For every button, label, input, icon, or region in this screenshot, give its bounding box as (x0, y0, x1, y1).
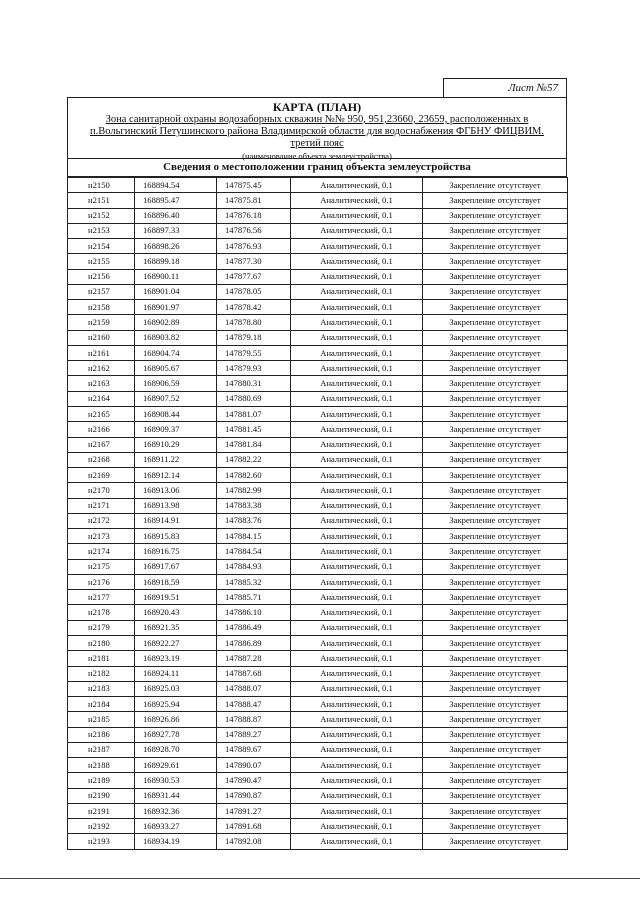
fixation-cell: Закрепление отсутствует (423, 284, 568, 299)
coord-x-cell: 168904.74 (135, 345, 217, 360)
table-row (68, 315, 568, 330)
table-row (68, 605, 568, 620)
coord-x-cell: 168896.40 (135, 208, 217, 223)
point-number-cell: н2192 (68, 819, 135, 834)
coord-x-cell: 168906.59 (135, 376, 217, 391)
point-number-cell: н2188 (68, 758, 135, 773)
coord-y-cell: 147889.27 (217, 727, 291, 742)
table-row (68, 758, 568, 773)
fixation-cell: Закрепление отсутствует (423, 437, 568, 452)
table-row (68, 483, 568, 498)
table-row (68, 635, 568, 650)
fixation-cell: Закрепление отсутствует (423, 635, 568, 650)
method-cell: Аналитический, 0.1 (291, 605, 423, 620)
coord-x-cell: 168897.33 (135, 223, 217, 238)
point-number-cell: н2150 (68, 178, 135, 193)
point-number-cell: н2172 (68, 513, 135, 528)
fixation-cell: Закрепление отсутствует (423, 300, 568, 315)
table-row (68, 254, 568, 269)
point-number-cell: н2185 (68, 712, 135, 727)
object-caption: (наименование объекта землеустройства) (242, 151, 392, 161)
method-cell: Аналитический, 0.1 (291, 681, 423, 696)
coord-y-cell: 147884.15 (217, 529, 291, 544)
coord-x-cell: 168923.19 (135, 651, 217, 666)
point-number-cell: н2153 (68, 223, 135, 238)
fixation-cell: Закрепление отсутствует (423, 269, 568, 284)
table-row (68, 590, 568, 605)
method-cell: Аналитический, 0.1 (291, 315, 423, 330)
fixation-cell: Закрепление отсутствует (423, 330, 568, 345)
coord-x-cell: 168894.54 (135, 178, 217, 193)
coord-x-cell: 168898.26 (135, 239, 217, 254)
point-number-cell: н2155 (68, 254, 135, 269)
method-cell: Аналитический, 0.1 (291, 788, 423, 803)
table-row (68, 223, 568, 238)
table-row (68, 178, 568, 193)
coord-y-cell: 147884.54 (217, 544, 291, 559)
method-cell: Аналитический, 0.1 (291, 254, 423, 269)
method-cell: Аналитический, 0.1 (291, 498, 423, 513)
table-row (68, 513, 568, 528)
coord-y-cell: 147884.93 (217, 559, 291, 574)
point-number-cell: н2193 (68, 834, 135, 849)
coord-x-cell: 168919.51 (135, 590, 217, 605)
point-number-cell: н2168 (68, 452, 135, 467)
method-cell: Аналитический, 0.1 (291, 422, 423, 437)
coord-x-cell: 168921.35 (135, 620, 217, 635)
method-cell: Аналитический, 0.1 (291, 819, 423, 834)
point-number-cell: н2165 (68, 406, 135, 421)
coord-x-cell: 168900.11 (135, 269, 217, 284)
point-number-cell: н2154 (68, 239, 135, 254)
method-cell: Аналитический, 0.1 (291, 483, 423, 498)
point-number-cell: н2170 (68, 483, 135, 498)
coord-y-cell: 147877.30 (217, 254, 291, 269)
table-row (68, 193, 568, 208)
coord-y-cell: 147885.71 (217, 590, 291, 605)
table-row (68, 651, 568, 666)
method-cell: Аналитический, 0.1 (291, 635, 423, 650)
point-number-cell: н2163 (68, 376, 135, 391)
fixation-cell: Закрепление отсутствует (423, 254, 568, 269)
table-row (68, 697, 568, 712)
table-row (68, 498, 568, 513)
coord-y-cell: 147875.81 (217, 193, 291, 208)
fixation-cell: Закрепление отсутствует (423, 681, 568, 696)
point-number-cell: н2180 (68, 635, 135, 650)
table-row (68, 300, 568, 315)
coord-y-cell: 147878.05 (217, 284, 291, 299)
table-row (68, 788, 568, 803)
point-number-cell: н2174 (68, 544, 135, 559)
coord-y-cell: 147886.10 (217, 605, 291, 620)
coord-y-cell: 147882.22 (217, 452, 291, 467)
method-cell: Аналитический, 0.1 (291, 834, 423, 849)
coord-x-cell: 168932.36 (135, 803, 217, 818)
coord-x-cell: 168915.83 (135, 529, 217, 544)
point-number-cell: н2191 (68, 803, 135, 818)
table-row (68, 345, 568, 360)
fixation-cell: Закрепление отсутствует (423, 483, 568, 498)
table-row (68, 437, 568, 452)
coord-y-cell: 147876.93 (217, 239, 291, 254)
coord-x-cell: 168924.11 (135, 666, 217, 681)
coord-y-cell: 147875.45 (217, 178, 291, 193)
table-row (68, 361, 568, 376)
point-number-cell: н2186 (68, 727, 135, 742)
coord-y-cell: 147882.99 (217, 483, 291, 498)
fixation-cell: Закрепление отсутствует (423, 376, 568, 391)
coord-y-cell: 147889.67 (217, 742, 291, 757)
fixation-cell: Закрепление отсутствует (423, 544, 568, 559)
coordinates-table (67, 177, 568, 850)
table-row (68, 574, 568, 589)
point-number-cell: н2176 (68, 574, 135, 589)
method-cell: Аналитический, 0.1 (291, 284, 423, 299)
coord-x-cell: 168927.78 (135, 727, 217, 742)
coord-y-cell: 147892.08 (217, 834, 291, 849)
fixation-cell: Закрепление отсутствует (423, 345, 568, 360)
point-number-cell: н2179 (68, 620, 135, 635)
point-number-cell: н2151 (68, 193, 135, 208)
coord-x-cell: 168895.47 (135, 193, 217, 208)
coord-x-cell: 168914.91 (135, 513, 217, 528)
table-row (68, 422, 568, 437)
method-cell: Аналитический, 0.1 (291, 544, 423, 559)
method-cell: Аналитический, 0.1 (291, 300, 423, 315)
section-title: Сведения о местоположении границ объекта землеустройства (67, 159, 567, 177)
fixation-cell: Закрепление отсутствует (423, 742, 568, 757)
table-row (68, 239, 568, 254)
table-row (68, 834, 568, 849)
fixation-cell: Закрепление отсутствует (423, 452, 568, 467)
coord-x-cell: 168902.89 (135, 315, 217, 330)
coord-x-cell: 168909.37 (135, 422, 217, 437)
fixation-cell: Закрепление отсутствует (423, 513, 568, 528)
coord-x-cell: 168913.98 (135, 498, 217, 513)
fixation-cell: Закрепление отсутствует (423, 223, 568, 238)
sheet-number: Лист №57 (443, 78, 567, 98)
point-number-cell: н2169 (68, 468, 135, 483)
point-number-cell: н2182 (68, 666, 135, 681)
method-cell: Аналитический, 0.1 (291, 178, 423, 193)
coord-y-cell: 147880.31 (217, 376, 291, 391)
coord-x-cell: 168934.19 (135, 834, 217, 849)
method-cell: Аналитический, 0.1 (291, 239, 423, 254)
coord-y-cell: 147887.28 (217, 651, 291, 666)
method-cell: Аналитический, 0.1 (291, 666, 423, 681)
coord-x-cell: 168901.97 (135, 300, 217, 315)
coord-y-cell: 147881.84 (217, 437, 291, 452)
coord-y-cell: 147876.56 (217, 223, 291, 238)
coord-x-cell: 168920.43 (135, 605, 217, 620)
method-cell: Аналитический, 0.1 (291, 651, 423, 666)
coord-y-cell: 147880.69 (217, 391, 291, 406)
coord-x-cell: 168910.29 (135, 437, 217, 452)
point-number-cell: н2175 (68, 559, 135, 574)
object-description-line-1: Зона санитарной охраны водозаборных скважин №№ 950, 951,23660, 23659, расположенных в (105, 114, 529, 125)
point-number-cell: н2178 (68, 605, 135, 620)
coord-y-cell: 147881.45 (217, 422, 291, 437)
table-row (68, 208, 568, 223)
table-row (68, 681, 568, 696)
fixation-cell: Закрепление отсутствует (423, 834, 568, 849)
page-bottom-rule (0, 878, 640, 879)
coord-x-cell: 168899.18 (135, 254, 217, 269)
coord-y-cell: 147881.07 (217, 406, 291, 421)
point-number-cell: н2173 (68, 529, 135, 544)
coord-x-cell: 168926.86 (135, 712, 217, 727)
table-row (68, 727, 568, 742)
method-cell: Аналитический, 0.1 (291, 620, 423, 635)
fixation-cell: Закрепление отсутствует (423, 727, 568, 742)
coord-x-cell: 168901.04 (135, 284, 217, 299)
method-cell: Аналитический, 0.1 (291, 590, 423, 605)
method-cell: Аналитический, 0.1 (291, 513, 423, 528)
fixation-cell: Закрепление отсутствует (423, 468, 568, 483)
table-row (68, 742, 568, 757)
method-cell: Аналитический, 0.1 (291, 391, 423, 406)
fixation-cell: Закрепление отсутствует (423, 406, 568, 421)
table-row (68, 529, 568, 544)
coord-y-cell: 147879.93 (217, 361, 291, 376)
fixation-cell: Закрепление отсутствует (423, 193, 568, 208)
point-number-cell: н2183 (68, 681, 135, 696)
table-row (68, 666, 568, 681)
coord-y-cell: 147878.42 (217, 300, 291, 315)
table-row (68, 468, 568, 483)
coord-y-cell: 147879.55 (217, 345, 291, 360)
method-cell: Аналитический, 0.1 (291, 269, 423, 284)
fixation-cell: Закрепление отсутствует (423, 498, 568, 513)
point-number-cell: н2187 (68, 742, 135, 757)
point-number-cell: н2162 (68, 361, 135, 376)
point-number-cell: н2171 (68, 498, 135, 513)
point-number-cell: н2156 (68, 269, 135, 284)
point-number-cell: н2190 (68, 788, 135, 803)
fixation-cell: Закрепление отсутствует (423, 361, 568, 376)
method-cell: Аналитический, 0.1 (291, 697, 423, 712)
fixation-cell: Закрепление отсутствует (423, 529, 568, 544)
document-title: КАРТА (ПЛАН) (272, 100, 362, 114)
method-cell: Аналитический, 0.1 (291, 712, 423, 727)
method-cell: Аналитический, 0.1 (291, 361, 423, 376)
table-row (68, 330, 568, 345)
coord-y-cell: 147888.87 (217, 712, 291, 727)
method-cell: Аналитический, 0.1 (291, 773, 423, 788)
table-row (68, 406, 568, 421)
method-cell: Аналитический, 0.1 (291, 758, 423, 773)
method-cell: Аналитический, 0.1 (291, 727, 423, 742)
coord-x-cell: 168912.14 (135, 468, 217, 483)
coord-x-cell: 168911.22 (135, 452, 217, 467)
coord-y-cell: 147886.49 (217, 620, 291, 635)
method-cell: Аналитический, 0.1 (291, 468, 423, 483)
fixation-cell: Закрепление отсутствует (423, 605, 568, 620)
method-cell: Аналитический, 0.1 (291, 437, 423, 452)
fixation-cell: Закрепление отсутствует (423, 666, 568, 681)
method-cell: Аналитический, 0.1 (291, 223, 423, 238)
method-cell: Аналитический, 0.1 (291, 803, 423, 818)
coord-x-cell: 168930.53 (135, 773, 217, 788)
coord-y-cell: 147888.07 (217, 681, 291, 696)
coord-x-cell: 168922.27 (135, 635, 217, 650)
method-cell: Аналитический, 0.1 (291, 193, 423, 208)
fixation-cell: Закрепление отсутствует (423, 315, 568, 330)
coord-y-cell: 147890.87 (217, 788, 291, 803)
method-cell: Аналитический, 0.1 (291, 345, 423, 360)
fixation-cell: Закрепление отсутствует (423, 391, 568, 406)
coord-x-cell: 168933.27 (135, 819, 217, 834)
coord-y-cell: 147885.32 (217, 574, 291, 589)
method-cell: Аналитический, 0.1 (291, 559, 423, 574)
table-row (68, 452, 568, 467)
table-row (68, 544, 568, 559)
table-row (68, 376, 568, 391)
point-number-cell: н2158 (68, 300, 135, 315)
fixation-cell: Закрепление отсутствует (423, 574, 568, 589)
coord-y-cell: 147890.47 (217, 773, 291, 788)
coord-y-cell: 147883.38 (217, 498, 291, 513)
point-number-cell: н2161 (68, 345, 135, 360)
coord-x-cell: 168916.75 (135, 544, 217, 559)
method-cell: Аналитический, 0.1 (291, 330, 423, 345)
method-cell: Аналитический, 0.1 (291, 574, 423, 589)
fixation-cell: Закрепление отсутствует (423, 819, 568, 834)
point-number-cell: н2166 (68, 422, 135, 437)
table-row (68, 803, 568, 818)
point-number-cell: н2160 (68, 330, 135, 345)
point-number-cell: н2164 (68, 391, 135, 406)
point-number-cell: н2157 (68, 284, 135, 299)
point-number-cell: н2189 (68, 773, 135, 788)
point-number-cell: н2167 (68, 437, 135, 452)
point-number-cell: н2177 (68, 590, 135, 605)
method-cell: Аналитический, 0.1 (291, 376, 423, 391)
fixation-cell: Закрепление отсутствует (423, 590, 568, 605)
fixation-cell: Закрепление отсутствует (423, 239, 568, 254)
point-number-cell: н2152 (68, 208, 135, 223)
fixation-cell: Закрепление отсутствует (423, 422, 568, 437)
fixation-cell: Закрепление отсутствует (423, 712, 568, 727)
coord-y-cell: 147887.68 (217, 666, 291, 681)
coord-x-cell: 168905.67 (135, 361, 217, 376)
method-cell: Аналитический, 0.1 (291, 406, 423, 421)
coord-x-cell: 168903.82 (135, 330, 217, 345)
method-cell: Аналитический, 0.1 (291, 208, 423, 223)
table-row (68, 284, 568, 299)
coord-x-cell: 168929.61 (135, 758, 217, 773)
method-cell: Аналитический, 0.1 (291, 742, 423, 757)
coord-y-cell: 147882.60 (217, 468, 291, 483)
fixation-cell: Закрепление отсутствует (423, 559, 568, 574)
coord-x-cell: 168908.44 (135, 406, 217, 421)
fixation-cell: Закрепление отсутствует (423, 178, 568, 193)
fixation-cell: Закрепление отсутствует (423, 758, 568, 773)
coord-x-cell: 168928.70 (135, 742, 217, 757)
coord-x-cell: 168931.44 (135, 788, 217, 803)
object-description-line-2: п.Вольгинский Петушинского района Владимирской области для водоснабжения ФГБНУ ФИЦВИМ. (90, 126, 544, 137)
document-header (67, 97, 567, 159)
coord-y-cell: 147876.18 (217, 208, 291, 223)
coord-y-cell: 147891.68 (217, 819, 291, 834)
coord-x-cell: 168907.52 (135, 391, 217, 406)
coord-x-cell: 168925.03 (135, 681, 217, 696)
fixation-cell: Закрепление отсутствует (423, 803, 568, 818)
fixation-cell: Закрепление отсутствует (423, 788, 568, 803)
coord-y-cell: 147888.47 (217, 697, 291, 712)
coord-y-cell: 147877.67 (217, 269, 291, 284)
method-cell: Аналитический, 0.1 (291, 529, 423, 544)
coord-x-cell: 168918.59 (135, 574, 217, 589)
fixation-cell: Закрепление отсутствует (423, 620, 568, 635)
zone-belt: третий пояс (290, 138, 344, 149)
coord-y-cell: 147886.89 (217, 635, 291, 650)
fixation-cell: Закрепление отсутствует (423, 773, 568, 788)
table-row (68, 773, 568, 788)
coord-x-cell: 168913.06 (135, 483, 217, 498)
coord-x-cell: 168917.67 (135, 559, 217, 574)
method-cell: Аналитический, 0.1 (291, 452, 423, 467)
point-number-cell: н2159 (68, 315, 135, 330)
point-number-cell: н2184 (68, 697, 135, 712)
table-row (68, 712, 568, 727)
coord-y-cell: 147879.18 (217, 330, 291, 345)
coord-y-cell: 147883.76 (217, 513, 291, 528)
fixation-cell: Закрепление отсутствует (423, 697, 568, 712)
table-row (68, 391, 568, 406)
coord-y-cell: 147890.07 (217, 758, 291, 773)
point-number-cell: н2181 (68, 651, 135, 666)
coord-x-cell: 168925.94 (135, 697, 217, 712)
table-row (68, 819, 568, 834)
fixation-cell: Закрепление отсутствует (423, 651, 568, 666)
table-row (68, 559, 568, 574)
table-row (68, 620, 568, 635)
fixation-cell: Закрепление отсутствует (423, 208, 568, 223)
coord-y-cell: 147878.80 (217, 315, 291, 330)
table-row (68, 269, 568, 284)
coord-y-cell: 147891.27 (217, 803, 291, 818)
